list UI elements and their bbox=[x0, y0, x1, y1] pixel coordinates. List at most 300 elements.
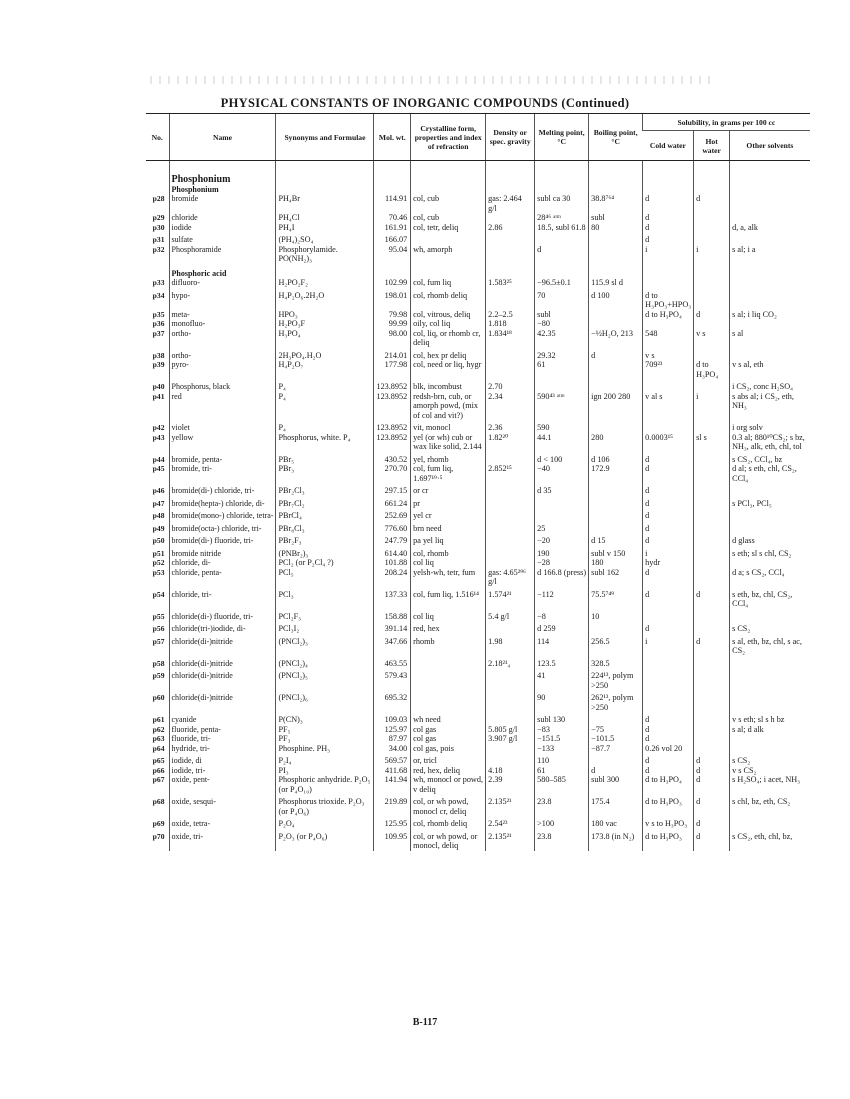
compound-name: oxide, tri- bbox=[169, 829, 276, 851]
synonyms-formula: P(CN)₃ bbox=[276, 712, 374, 725]
boiling-point bbox=[589, 379, 643, 392]
crystalline-form: col, hex pr deliq bbox=[411, 348, 486, 361]
other-solvents: s al; i liq CO₂ bbox=[730, 310, 810, 320]
row-number: p65 bbox=[152, 756, 165, 765]
hot-water-solubility bbox=[694, 278, 730, 288]
other-solvents: d al; s eth, chl, CS₂, CCl₄ bbox=[730, 464, 810, 483]
melting-point: −96.5±0.1 bbox=[535, 278, 589, 288]
synonyms-formula: P₂O₄ bbox=[276, 816, 374, 829]
empty-cell bbox=[411, 161, 486, 185]
empty-cell bbox=[374, 161, 411, 185]
header-hot-water: Hot water bbox=[694, 131, 730, 161]
melting-point: −40 bbox=[535, 464, 589, 483]
synonyms-formula: PF₃ bbox=[276, 734, 374, 744]
hot-water-solubility bbox=[694, 712, 730, 725]
table-row bbox=[146, 392, 810, 421]
boiling-point: −½H₂O, 213 bbox=[589, 329, 643, 348]
hot-water-solubility bbox=[694, 496, 730, 509]
boiling-point bbox=[589, 232, 643, 245]
cold-water-solubility: v al s bbox=[643, 392, 694, 421]
boiling-point bbox=[589, 521, 643, 534]
boiling-point: −101.5 bbox=[589, 734, 643, 744]
cold-water-solubility bbox=[643, 379, 694, 392]
table-row bbox=[146, 433, 810, 452]
molecular-weight: 776.60 bbox=[374, 521, 411, 534]
other-solvents: v s al, eth bbox=[730, 360, 810, 379]
table-row bbox=[146, 668, 810, 690]
table-row bbox=[146, 319, 810, 329]
row-number: p43 bbox=[152, 432, 165, 442]
melting-point: 61 bbox=[535, 360, 589, 379]
synonyms-formula: PCl₂F₃ bbox=[276, 609, 374, 622]
cold-water-solubility: v s to H₃PO₃ bbox=[643, 816, 694, 829]
crystalline-form: yelsh-wh, tetr, fum bbox=[411, 568, 486, 587]
crystalline-form: col, or wh powd, monocl cr, deliq bbox=[411, 794, 486, 816]
empty-cell bbox=[146, 185, 169, 195]
table-row bbox=[146, 712, 810, 725]
other-solvents bbox=[730, 348, 810, 361]
molecular-weight: 208.24 bbox=[374, 568, 411, 587]
density: 1.818 bbox=[486, 319, 535, 329]
header-cold-water: Cold water bbox=[643, 131, 694, 161]
compound-name: red bbox=[169, 392, 276, 421]
cold-water-solubility bbox=[643, 668, 694, 690]
cold-water-solubility: d bbox=[643, 621, 694, 634]
row-number: p31 bbox=[152, 235, 165, 244]
other-solvents: s al, eth, bz, chl, s ac, CS₂ bbox=[730, 634, 810, 656]
synonyms-formula: Phosphorus, white. P₄ bbox=[276, 433, 374, 452]
other-solvents bbox=[730, 194, 810, 213]
other-solvents: 0.3 al; 880¹⁰CS₂; s bz, NH₃, alk, eth, chl, tol bbox=[730, 433, 810, 452]
row-number: p32 bbox=[152, 244, 165, 254]
synonyms-formula: PBr₈Cl₃ bbox=[276, 521, 374, 534]
table-row bbox=[146, 278, 810, 288]
crystalline-form: red, hex, deliq bbox=[411, 766, 486, 776]
synonyms-formula: P₂I₄ bbox=[276, 753, 374, 766]
hot-water-solubility bbox=[694, 319, 730, 329]
synonyms-formula: PF₅ bbox=[276, 725, 374, 735]
header-other-solvents: Other solvents bbox=[730, 131, 810, 161]
compound-name: cyanide bbox=[169, 712, 276, 725]
molecular-weight: 411.68 bbox=[374, 766, 411, 776]
molecular-weight: 125.97 bbox=[374, 725, 411, 735]
table-row bbox=[146, 816, 810, 829]
cold-water-solubility: d bbox=[643, 194, 694, 213]
synonyms-formula: PBr₃ bbox=[276, 464, 374, 483]
row-number: p36 bbox=[152, 319, 165, 328]
cold-water-solubility bbox=[643, 319, 694, 329]
hot-water-solubility bbox=[694, 288, 730, 310]
hot-water-solubility bbox=[694, 223, 730, 233]
density: gas: 2.464 g/l bbox=[486, 194, 535, 213]
row-number: p53 bbox=[152, 567, 165, 577]
table-row bbox=[146, 348, 810, 361]
boiling-point: subl 162 bbox=[589, 568, 643, 587]
other-solvents bbox=[730, 483, 810, 496]
density: 4.18 bbox=[486, 766, 535, 776]
row-number: p63 bbox=[152, 734, 165, 743]
crystalline-form: rhomb bbox=[411, 634, 486, 656]
hot-water-solubility: d bbox=[694, 829, 730, 851]
melting-point: −133 bbox=[535, 744, 589, 754]
other-solvents: s CS₂ bbox=[730, 621, 810, 634]
synonyms-formula: P₄ bbox=[276, 420, 374, 433]
crystalline-form: yel cr bbox=[411, 508, 486, 521]
empty-cell bbox=[411, 185, 486, 195]
boiling-point: 180 vac bbox=[589, 816, 643, 829]
synonyms-formula: P₂O₃ (or P₄O₆) bbox=[276, 829, 374, 851]
table-row bbox=[146, 634, 810, 656]
hot-water-solubility bbox=[694, 452, 730, 465]
molecular-weight: 161.91 bbox=[374, 223, 411, 233]
crystalline-form: col gas, pois bbox=[411, 744, 486, 754]
molecular-weight: 123.8952 bbox=[374, 433, 411, 452]
hot-water-solubility bbox=[694, 744, 730, 754]
boiling-point: 75.5⁷⁴⁹ bbox=[589, 587, 643, 609]
subsection-heading-row bbox=[146, 264, 810, 279]
boiling-point: −75 bbox=[589, 725, 643, 735]
crystalline-form: or, tricl bbox=[411, 753, 486, 766]
table-row bbox=[146, 420, 810, 433]
cold-water-solubility: d bbox=[643, 753, 694, 766]
crystalline-form: brn need bbox=[411, 521, 486, 534]
table-row bbox=[146, 794, 810, 816]
empty-cell bbox=[486, 161, 535, 185]
crystalline-form: col, rhomb deliq bbox=[411, 288, 486, 310]
subsection-heading-row bbox=[146, 185, 810, 195]
other-solvents bbox=[730, 690, 810, 712]
table-row bbox=[146, 829, 810, 851]
compound-name: oxide, sesqui- bbox=[169, 794, 276, 816]
density bbox=[486, 753, 535, 766]
table-row bbox=[146, 744, 810, 754]
row-number: p69 bbox=[152, 819, 165, 828]
melting-point bbox=[535, 496, 589, 509]
density bbox=[486, 558, 535, 568]
cold-water-solubility: d bbox=[643, 464, 694, 483]
compound-name: yellow bbox=[169, 433, 276, 452]
crystalline-form: col, fum liq bbox=[411, 278, 486, 288]
row-number: p52 bbox=[152, 558, 165, 567]
melting-point: 29.32 bbox=[535, 348, 589, 361]
table-body bbox=[146, 161, 810, 851]
compound-name: chloride, tri- bbox=[169, 587, 276, 609]
empty-cell bbox=[146, 264, 169, 279]
subsection-heading: Phosphoric acid bbox=[169, 264, 276, 279]
table-row bbox=[146, 621, 810, 634]
row-number: p34 bbox=[152, 290, 165, 300]
synonyms-formula: P₄ bbox=[276, 379, 374, 392]
density: 2.135²¹ bbox=[486, 794, 535, 816]
row-number: p59 bbox=[152, 671, 165, 680]
density: 5.4 g/l bbox=[486, 609, 535, 622]
table-row bbox=[146, 483, 810, 496]
synonyms-formula: PBr₂Cl₃ bbox=[276, 483, 374, 496]
empty-cell bbox=[411, 264, 486, 279]
row-number: p68 bbox=[152, 797, 165, 806]
cold-water-solubility: d bbox=[643, 734, 694, 744]
molecular-weight: 99.99 bbox=[374, 319, 411, 329]
compound-name: ortho- bbox=[169, 329, 276, 348]
other-solvents bbox=[730, 609, 810, 622]
cold-water-solubility: d bbox=[643, 766, 694, 776]
molecular-weight: 177.98 bbox=[374, 360, 411, 379]
other-solvents bbox=[730, 734, 810, 744]
compound-name: chloride(di-)nitride bbox=[169, 668, 276, 690]
melting-point: subl bbox=[535, 310, 589, 320]
synonyms-formula: (PNCl₂)₄ bbox=[276, 656, 374, 669]
melting-point: d 166.8 (press) bbox=[535, 568, 589, 587]
molecular-weight: 695.32 bbox=[374, 690, 411, 712]
header-boiling: Boiling point, °C bbox=[589, 114, 643, 161]
melting-point: subl ca 30 bbox=[535, 194, 589, 213]
molecular-weight: 102.99 bbox=[374, 278, 411, 288]
hot-water-solubility bbox=[694, 420, 730, 433]
table-row bbox=[146, 496, 810, 509]
crystalline-form: col, cub bbox=[411, 194, 486, 213]
density bbox=[486, 668, 535, 690]
density: 2.34 bbox=[486, 392, 535, 421]
page-title: PHYSICAL CONSTANTS OF INORGANIC COMPOUNDS (Continued) bbox=[220, 96, 630, 110]
boiling-point bbox=[589, 245, 643, 264]
melting-point: d 35 bbox=[535, 483, 589, 496]
melting-point: 28⁴⁶ ᵃᵗᵐ bbox=[535, 213, 589, 223]
synonyms-formula: PCl₃I₂ bbox=[276, 621, 374, 634]
table-row bbox=[146, 734, 810, 744]
molecular-weight: 252.69 bbox=[374, 508, 411, 521]
other-solvents: s abs al; i CS₂, eth, NH₃ bbox=[730, 392, 810, 421]
boiling-point: ign 200 280 bbox=[589, 392, 643, 421]
molecular-weight: 270.70 bbox=[374, 464, 411, 483]
synonyms-formula: PBrCl₄ bbox=[276, 508, 374, 521]
density: 1.574²¹ bbox=[486, 587, 535, 609]
compound-name: chloride bbox=[169, 213, 276, 223]
boiling-point: 256.5 bbox=[589, 634, 643, 656]
table-row bbox=[146, 753, 810, 766]
empty-cell bbox=[643, 185, 694, 195]
crystalline-form: wh, monocl or powd, v deliq bbox=[411, 775, 486, 794]
table-row bbox=[146, 379, 810, 392]
density: 2.2–2.5 bbox=[486, 310, 535, 320]
molecular-weight: 430.52 bbox=[374, 452, 411, 465]
melting-point: 41 bbox=[535, 668, 589, 690]
crystalline-form: blk, incombust bbox=[411, 379, 486, 392]
molecular-weight: 114.91 bbox=[374, 194, 411, 213]
row-number: p42 bbox=[152, 423, 165, 432]
boiling-point: 180 bbox=[589, 558, 643, 568]
synonyms-formula: (PNCl₂)₅ bbox=[276, 668, 374, 690]
density: 1.82²⁰ bbox=[486, 433, 535, 452]
boiling-point: 115.9 sl d bbox=[589, 278, 643, 288]
hot-water-solubility bbox=[694, 232, 730, 245]
boiling-point: subl 300 bbox=[589, 775, 643, 794]
header-solubility: Solubility, in grams per 100 cc bbox=[643, 114, 810, 131]
empty-cell bbox=[643, 264, 694, 279]
hot-water-solubility bbox=[694, 568, 730, 587]
density: 2.70 bbox=[486, 379, 535, 392]
other-solvents: v s CS₂ bbox=[730, 766, 810, 776]
table-row bbox=[146, 558, 810, 568]
empty-cell bbox=[535, 264, 589, 279]
boiling-point: −87.7 bbox=[589, 744, 643, 754]
melting-point: 590 bbox=[535, 420, 589, 433]
other-solvents: i CS₂, conc H₂SO₄ bbox=[730, 379, 810, 392]
melting-point: 123.5 bbox=[535, 656, 589, 669]
molecular-weight: 123.8952 bbox=[374, 420, 411, 433]
density: 1.583²⁵ bbox=[486, 278, 535, 288]
melting-point bbox=[535, 508, 589, 521]
other-solvents: s al bbox=[730, 329, 810, 348]
boiling-point: 280 bbox=[589, 433, 643, 452]
molecular-weight: 141.94 bbox=[374, 775, 411, 794]
table-row bbox=[146, 452, 810, 465]
hot-water-solubility: d bbox=[694, 310, 730, 320]
table-row bbox=[146, 360, 810, 379]
molecular-weight: 79.98 bbox=[374, 310, 411, 320]
molecular-weight: 101.88 bbox=[374, 558, 411, 568]
header-synonyms: Synonyms and Formulae bbox=[276, 114, 374, 161]
row-number: p70 bbox=[152, 831, 165, 841]
crystalline-form bbox=[411, 656, 486, 669]
cold-water-solubility: d bbox=[643, 508, 694, 521]
cold-water-solubility: d bbox=[643, 213, 694, 223]
compound-name: bromide(di-) chloride, tri- bbox=[169, 483, 276, 496]
density: 1.98 bbox=[486, 634, 535, 656]
cold-water-solubility: d to H₃PO₄ bbox=[643, 310, 694, 320]
melting-point: 18.5, subl 61.8 bbox=[535, 223, 589, 233]
row-number: p50 bbox=[152, 536, 165, 545]
hot-water-solubility bbox=[694, 483, 730, 496]
boiling-point: d bbox=[589, 348, 643, 361]
compound-name: chloride(di-)nitride bbox=[169, 634, 276, 656]
molecular-weight: 158.88 bbox=[374, 609, 411, 622]
cold-water-solubility: d bbox=[643, 712, 694, 725]
density bbox=[486, 744, 535, 754]
synonyms-formula: Phosphine. PH₃ bbox=[276, 744, 374, 754]
empty-cell bbox=[276, 185, 374, 195]
boiling-point: subl v 150 bbox=[589, 546, 643, 559]
crystalline-form: col, tetr, deliq bbox=[411, 223, 486, 233]
compound-name: iodide, di bbox=[169, 753, 276, 766]
hot-water-solubility bbox=[694, 464, 730, 483]
row-number: p28 bbox=[152, 194, 165, 203]
empty-cell bbox=[374, 185, 411, 195]
density bbox=[486, 232, 535, 245]
melting-point: 23.8 bbox=[535, 794, 589, 816]
table-row bbox=[146, 223, 810, 233]
row-number: p37 bbox=[152, 328, 165, 338]
hot-water-solubility bbox=[694, 379, 730, 392]
hot-water-solubility bbox=[694, 734, 730, 744]
row-number: p58 bbox=[152, 658, 165, 668]
table-row bbox=[146, 194, 810, 213]
row-number: p30 bbox=[152, 222, 165, 232]
boiling-point bbox=[589, 360, 643, 379]
cold-water-solubility: i bbox=[643, 634, 694, 656]
crystalline-form: red, hex bbox=[411, 621, 486, 634]
hot-water-solubility bbox=[694, 348, 730, 361]
compound-name: chloride, di- bbox=[169, 558, 276, 568]
hot-water-solubility: d to H₃PO₄ bbox=[694, 360, 730, 379]
cold-water-solubility: i bbox=[643, 546, 694, 559]
hot-water-solubility: d bbox=[694, 587, 730, 609]
density bbox=[486, 508, 535, 521]
boiling-point: d 106 bbox=[589, 452, 643, 465]
density bbox=[486, 360, 535, 379]
crystalline-form bbox=[411, 690, 486, 712]
other-solvents: i org solv bbox=[730, 420, 810, 433]
other-solvents: s CS₂ bbox=[730, 753, 810, 766]
other-solvents: d a; s CS₂, CCl₄ bbox=[730, 568, 810, 587]
hot-water-solubility bbox=[694, 558, 730, 568]
density bbox=[486, 348, 535, 361]
other-solvents bbox=[730, 558, 810, 568]
crystalline-form: vit, monocl bbox=[411, 420, 486, 433]
other-solvents bbox=[730, 319, 810, 329]
empty-cell bbox=[276, 161, 374, 185]
hot-water-solubility bbox=[694, 621, 730, 634]
cold-water-solubility: d to H₃PO₄ bbox=[643, 775, 694, 794]
boiling-point: d 15 bbox=[589, 533, 643, 546]
synonyms-formula: PH₄I bbox=[276, 223, 374, 233]
table-row bbox=[146, 508, 810, 521]
other-solvents bbox=[730, 521, 810, 534]
boiling-point bbox=[589, 420, 643, 433]
empty-cell bbox=[374, 264, 411, 279]
boiling-point: 262¹³, polym >250 bbox=[589, 690, 643, 712]
melting-point: 44.1 bbox=[535, 433, 589, 452]
constants-table bbox=[146, 113, 810, 851]
crystalline-form bbox=[411, 668, 486, 690]
row-number: p62 bbox=[152, 724, 165, 734]
melting-point: >100 bbox=[535, 816, 589, 829]
compound-name: chloride(di-) fluoride, tri- bbox=[169, 609, 276, 622]
hot-water-solubility bbox=[694, 533, 730, 546]
melting-point bbox=[535, 379, 589, 392]
empty-cell bbox=[486, 264, 535, 279]
other-solvents: d glass bbox=[730, 533, 810, 546]
other-solvents: s eth, bz, chl, CS₂, CCl₄ bbox=[730, 587, 810, 609]
header-melting: Melting point, °C bbox=[535, 114, 589, 161]
compound-name: chloride(di-)nitride bbox=[169, 690, 276, 712]
molecular-weight: 70.46 bbox=[374, 213, 411, 223]
table-row bbox=[146, 232, 810, 245]
hot-water-solubility: d bbox=[694, 794, 730, 816]
table-row bbox=[146, 656, 810, 669]
molecular-weight: 347.66 bbox=[374, 634, 411, 656]
cold-water-solubility: d bbox=[643, 568, 694, 587]
compound-name: bromide(mono-) chloride, tetra- bbox=[169, 508, 276, 521]
other-solvents bbox=[730, 213, 810, 223]
density bbox=[486, 213, 535, 223]
synonyms-formula: Phosphoric anhydride. P₂O₅ (or P₄O₁₀) bbox=[276, 775, 374, 794]
hot-water-solubility: i bbox=[694, 245, 730, 264]
compound-name: chloride, penta- bbox=[169, 568, 276, 587]
other-solvents bbox=[730, 668, 810, 690]
compound-name: Phosphorus, black bbox=[169, 379, 276, 392]
other-solvents bbox=[730, 656, 810, 669]
boiling-point: d bbox=[589, 766, 643, 776]
boiling-point: 175.4 bbox=[589, 794, 643, 816]
row-number: p47 bbox=[152, 498, 165, 508]
crystalline-form: or cr bbox=[411, 483, 486, 496]
hot-water-solubility: d bbox=[694, 634, 730, 656]
synonyms-formula: H₂PO₃F bbox=[276, 319, 374, 329]
hot-water-solubility bbox=[694, 546, 730, 559]
row-number: p57 bbox=[152, 636, 165, 646]
compound-name: sulfate bbox=[169, 232, 276, 245]
empty-cell bbox=[276, 264, 374, 279]
